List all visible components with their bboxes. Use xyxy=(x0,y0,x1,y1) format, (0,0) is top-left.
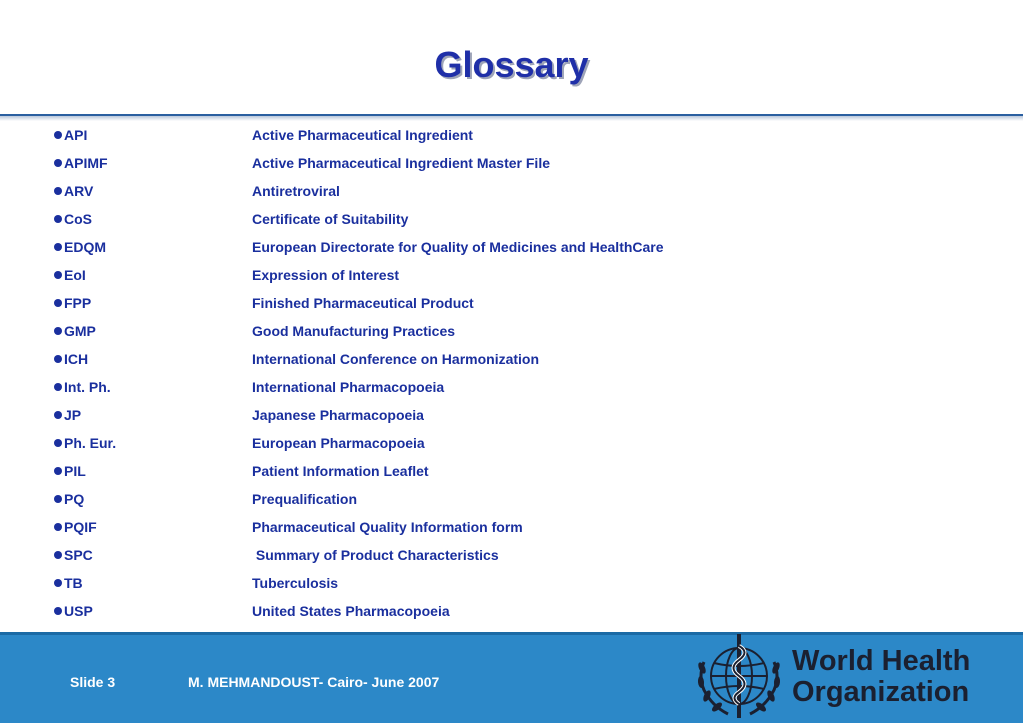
logo-line-1: World Health xyxy=(792,645,971,677)
glossary-item xyxy=(54,180,954,208)
term-abbreviation: Ph. Eur. xyxy=(64,435,117,451)
term-abbreviation: PQIF xyxy=(64,519,97,535)
glossary-item xyxy=(54,544,954,572)
who-logo-text xyxy=(792,646,970,708)
glossary-item xyxy=(54,516,954,544)
bullet-icon xyxy=(54,215,62,223)
glossary-item xyxy=(54,124,954,152)
glossary-item xyxy=(54,432,954,460)
glossary-item xyxy=(54,348,954,376)
term-abbreviation: API xyxy=(64,127,88,143)
term-definition: United States Pharmacopoeia xyxy=(252,603,450,619)
term-abbreviation: JP xyxy=(64,407,82,423)
term-definition: International Pharmacopoeia xyxy=(252,379,445,395)
title-divider-shadow xyxy=(0,116,1023,121)
bullet-icon xyxy=(54,439,62,447)
term-definition: Summary of Product Characteristics xyxy=(252,547,499,563)
term-abbreviation: SPC xyxy=(64,547,93,563)
term-definition: Prequalification xyxy=(252,491,358,507)
glossary-item xyxy=(54,460,954,488)
term-definition: Active Pharmaceutical Ingredient xyxy=(252,127,473,143)
term-definition: Tuberculosis xyxy=(252,575,339,591)
term-abbreviation: TB xyxy=(64,575,83,591)
bullet-icon xyxy=(54,271,62,279)
bullet-icon xyxy=(54,551,62,559)
glossary-item xyxy=(54,292,954,320)
term-definition: Japanese Pharmacopoeia xyxy=(252,407,424,423)
term-abbreviation: CoS xyxy=(64,211,92,227)
slide-number: Slide 3 xyxy=(70,674,116,690)
term-abbreviation: ARV xyxy=(64,183,94,199)
term-definition: Antiretroviral xyxy=(252,183,340,199)
glossary-item xyxy=(54,488,954,516)
bullet-icon xyxy=(54,159,62,167)
term-definition: Good Manufacturing Practices xyxy=(252,323,456,339)
term-abbreviation: EoI xyxy=(64,267,86,283)
bullet-icon xyxy=(54,327,62,335)
bullet-icon xyxy=(54,523,62,531)
term-definition: International Conference on Harmonization xyxy=(252,351,540,367)
glossary-item xyxy=(54,404,954,432)
slide-title: Glossary xyxy=(434,44,589,85)
term-definition: Finished Pharmaceutical Product xyxy=(252,295,474,311)
footer-author: M. MEHMANDOUST- Cairo- June 2007 xyxy=(188,674,440,690)
term-abbreviation: USP xyxy=(64,603,93,619)
term-definition: European Directorate for Quality of Medicines and HealthCare xyxy=(252,239,664,255)
bullet-icon xyxy=(54,131,62,139)
bullet-icon xyxy=(54,411,62,419)
glossary-item xyxy=(54,264,954,292)
glossary-item xyxy=(54,320,954,348)
term-definition: European Pharmacopoeia xyxy=(252,435,425,451)
footer-top-line xyxy=(0,632,1023,635)
bullet-icon xyxy=(54,467,62,475)
bullet-icon xyxy=(54,579,62,587)
term-definition: Pharmaceutical Quality Information form xyxy=(252,519,523,535)
bullet-icon xyxy=(54,355,62,363)
term-abbreviation: PQ xyxy=(64,491,85,507)
glossary-item xyxy=(54,152,954,180)
glossary-item xyxy=(54,600,954,628)
bullet-icon xyxy=(54,299,62,307)
bullet-icon xyxy=(54,243,62,251)
term-abbreviation: EDQM xyxy=(64,239,106,255)
bullet-icon xyxy=(54,383,62,391)
glossary-item xyxy=(54,236,954,264)
term-definition: Certificate of Suitability xyxy=(252,211,409,227)
who-emblem-icon xyxy=(694,632,784,720)
term-abbreviation: ICH xyxy=(64,351,89,367)
term-abbreviation: PIL xyxy=(64,463,86,479)
footer-bar xyxy=(0,632,1023,723)
glossary-item xyxy=(54,376,954,404)
term-abbreviation: FPP xyxy=(64,295,92,311)
glossary-list xyxy=(54,124,954,628)
glossary-item xyxy=(54,208,954,236)
term-definition: Active Pharmaceutical Ingredient Master File xyxy=(252,155,550,171)
term-abbreviation: GMP xyxy=(64,323,96,339)
logo-line-2: Organization xyxy=(792,676,970,708)
glossary-item xyxy=(54,572,954,600)
bullet-icon xyxy=(54,607,62,615)
term-definition: Patient Information Leaflet xyxy=(252,463,429,479)
term-abbreviation: APIMF xyxy=(64,155,108,171)
bullet-icon xyxy=(54,495,62,503)
term-definition: Expression of Interest xyxy=(252,267,400,283)
bullet-icon xyxy=(54,187,62,195)
term-abbreviation: Int. Ph. xyxy=(64,379,111,395)
